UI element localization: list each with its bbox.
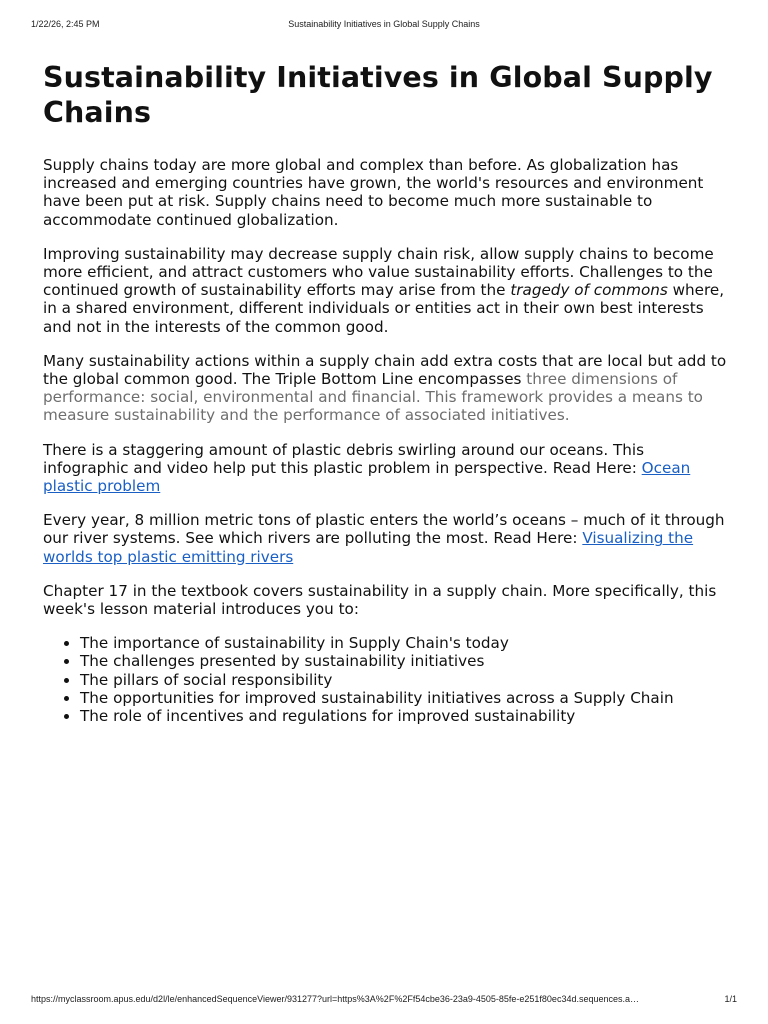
triple-bottom-line-paragraph [43,352,733,425]
risk-paragraph [43,245,733,336]
chapter-paragraph: Chapter 17 in the textbook covers sustainability in a supply chain. More specifically, this week's lesson material introduces you to: [43,581,717,619]
lesson-topics-list [43,634,733,725]
plastic-rivers-link[interactable]: Visualizing the worlds top plastic emitting rivers [43,529,694,566]
ocean-plastic-text: There is a staggering amount of plastic debris swirling around our oceans. This infographic and video help put this plastic problem in perspective. Read Here: [43,440,645,477]
page-title: Sustainability Initiatives in Global Supply Chains [43,61,713,129]
list-item: • The pillars of social responsibility [80,671,733,689]
print-header [0,19,768,31]
rivers-paragraph [43,511,733,566]
print-page-number: 1/1 [724,994,737,1004]
ocean-plastic-paragraph [43,441,733,496]
article [43,60,733,725]
list-item: • The opportunities for improved sustainability initiatives across a Supply Chain [80,689,733,707]
list-item: • The importance of sustainability in Supply Chain's today [80,634,733,652]
risk-text-before: Improving sustainability may decrease supply chain risk, allow supply chains to become more efficient, and attract customers who value sustainability efforts. Challenges to the continued growth of sustainability efforts may arise from the [43,244,714,300]
tbl-dimensions-text: three dimensions of performance: social, environmental and financial. This framework provides a means to measure sustainability and the performance of associated initiatives. [43,370,703,425]
print-date: 1/22/26, 2:45 PM [31,19,100,29]
print-footer [0,994,768,1006]
list-item: • The challenges presented by sustainability initiatives [80,652,733,670]
print-url: https://myclassroom.apus.edu/d2l/le/enhancedSequenceViewer/931277?url=https%3A%2F%2Ff54cbe36-23a9-4505-85fe-e251f80ec34d.sequences.a… [31,994,639,1004]
ocean-plastic-link[interactable]: Ocean plastic problem [43,458,691,496]
tragedy-of-commons-term: tragedy of commons [510,281,668,300]
tbl-text: Many sustainability actions within a supply chain add extra costs that are local but add to the global common good. The Triple Bottom Line encompasses [43,351,727,389]
risk-text-after: where, in a shared environment, different individuals or entities act in their own best interests and not in the interests of the common good. [43,281,725,336]
print-title: Sustainability Initiatives in Global Supply Chains [288,19,480,29]
intro-paragraph: Supply chains today are more global and complex than before. As globalization has increased and emerging countries have grown, the world's resources and environment have been put at risk. Supply chains need to become much more sustainable to accommodate continued globalization. [43,156,704,229]
rivers-text: Every year, 8 million metric tons of plastic enters the world’s oceans – much of it through our river systems. See which rivers are polluting the most. Read Here: [43,511,725,548]
list-item: • The role of incentives and regulations for improved sustainability [80,707,733,725]
